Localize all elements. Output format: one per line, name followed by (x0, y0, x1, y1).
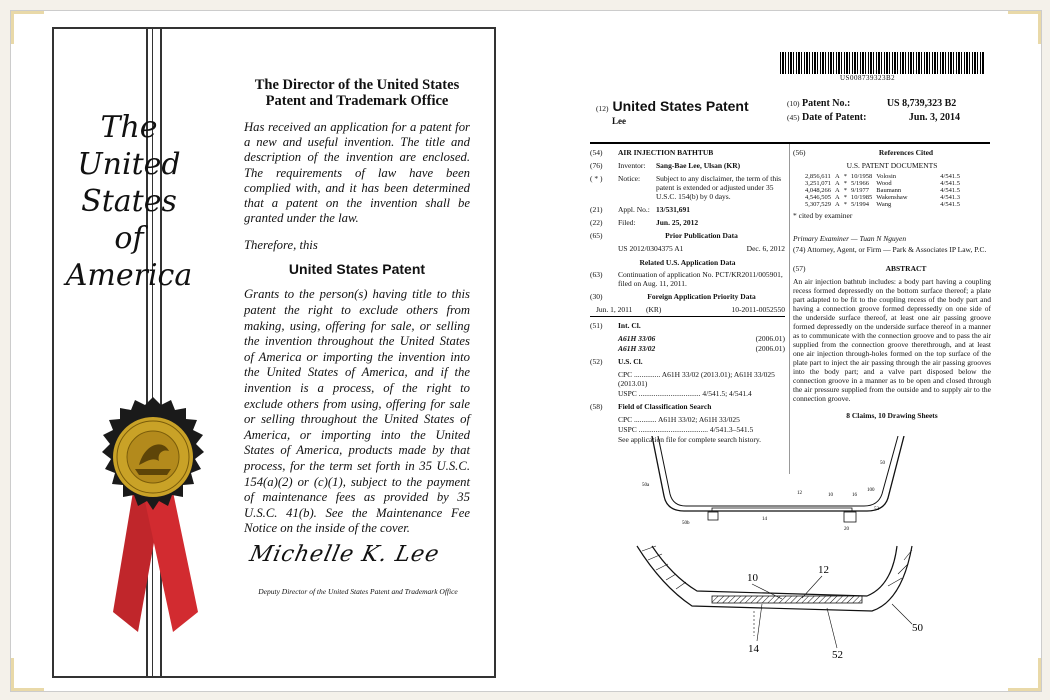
field-uspc: USPC ..................................... 4/541.3–541.5 (618, 425, 754, 434)
int-class-date: (2006.01) (755, 334, 785, 343)
cpc-classification: CPC .............. A61H 33/02 (2013.01); A61H 33/025 (2013.01) (618, 370, 775, 388)
reference-cell: A (835, 187, 840, 194)
patent-date-line (787, 112, 960, 123)
reference-row (803, 180, 962, 187)
reference-cell: 4/541.3 (940, 194, 960, 201)
drawing-label: 16 (852, 493, 857, 498)
frame-corner (11, 658, 44, 691)
drawing-label: 50a (642, 483, 650, 488)
drawing-label: 52 (832, 649, 843, 661)
patent-date-label: Date of Patent: (802, 112, 867, 123)
section-heading: Related U.S. Application Data (639, 258, 736, 267)
reference-cell: 4/541.5 (940, 187, 960, 194)
inid-code: (10) (787, 99, 800, 108)
reference-cell: A (835, 173, 840, 180)
reference-cell: 4/541.5 (940, 180, 960, 187)
inid-code: (57) (793, 264, 806, 273)
reference-cell: 5,307,529 (805, 201, 831, 208)
inid-code: (52) (590, 357, 603, 366)
drawing-label: 12 (797, 491, 802, 496)
reference-row (803, 187, 962, 194)
gold-seal-with-ribbon (88, 397, 218, 637)
reference-cell: * (843, 187, 847, 194)
reference-cell: 9/1977 (850, 187, 870, 194)
drawing-label: 52 (874, 507, 879, 512)
reference-cell: * (843, 201, 847, 208)
int-class: A61H 33/06 (618, 334, 656, 343)
patent-number: US 8,739,323 B2 (886, 98, 957, 109)
drawing-label: 50 (912, 622, 923, 634)
reference-cell: 10/1985 (850, 194, 873, 201)
field-label: Appl. No.: (618, 205, 650, 214)
references-abstract-column (793, 148, 991, 420)
reference-row (803, 194, 962, 201)
examiner: Primary Examiner — Tuan N Nguyen (793, 234, 907, 243)
certificate-grant-text: Grants to the person(s) having title to this patent the right to exclude others from making, using, offering for sale, or selling the invention throughout the United States of America or importing the invention into the United States of America, and if the invention is a process, of the right to exclude others from using, offering for sale or selling throughout the United States of America, or importing into the United States of America, products made by that process, for the term set forth in 35 U.S.C. 154(a)(2) or (c)(1), subject to the payment of maintenance fees as provided by 35 U.S.C. 41(b). See the Maintenance Fee Notice on the inside of the cover. (244, 287, 470, 536)
inid-code: (54) (590, 148, 603, 157)
inid-code: (51) (590, 321, 603, 330)
filed-date: Jun. 25, 2012 (656, 218, 699, 227)
drawing-label: 10 (747, 572, 758, 584)
reference-cell: 4,048,266 (805, 187, 831, 194)
reference-cell: 4/541.5 (940, 173, 960, 180)
certificate-therefore: Therefore, this (244, 238, 318, 253)
reference-cell: 10/1958 (850, 173, 873, 180)
frame-corner (1008, 658, 1041, 691)
foreign-country: (KR) (646, 305, 662, 314)
reference-cell: 2,856,611 (805, 173, 831, 180)
title-word: States (81, 184, 177, 219)
claims-count: 8 Claims, 10 Drawing Sheets (846, 411, 938, 420)
field-label: Notice: (618, 174, 641, 183)
drawing-label: 20 (844, 527, 849, 532)
uspc-classification: USPC ................................. 4/541.5; 4/541.4 (618, 389, 752, 398)
drawing-label: 10 (828, 493, 833, 498)
application-number: 13/531,691 (656, 205, 690, 214)
reference-cell: A (835, 194, 840, 201)
reference-cell: * (843, 194, 847, 201)
drawing-label: 50 (880, 461, 885, 466)
director-heading: The Director of the United States Patent and Trademark Office (254, 77, 460, 109)
inid-code: (12) (596, 104, 609, 113)
section-heading: U.S. PATENT DOCUMENTS (846, 161, 938, 170)
drawing-label: 100 (867, 488, 875, 493)
prior-publication: US 2012/0304375 A1 (618, 244, 684, 253)
reference-cell: 4/541.5 (940, 201, 960, 208)
signature-caption: Deputy Director of the United States Patent and Trademark Office (258, 587, 458, 596)
foreign-priority-date: Jun. 1, 2011 (596, 305, 633, 314)
abstract-text: An air injection bathtub includes: a body part having a coupling recess formed depressedly on the bottom surface thereof; a plate part adapted to be fit to the coupling recess of the body part and having a connection groove formed depressedly on one side of the underside surface thereof, at least one air passing groove formed depressedly on the underside surface thereof in a manner as to communicate with the connection groove and to pass the air supplied from the connection groove therethrough, and at least one air injection through-holes formed on the top surface of the plate part to inject the air passing through the air passing grooves into the body part; and a valve part disposed below the connection groove in a manner as to be open and closed through the air pressure supplied from the outside and to supply air to the connection groove. (793, 277, 991, 403)
patent-type: United States Patent (612, 98, 749, 114)
title-word: of (114, 221, 144, 256)
reference-cell: 3,251,071 (805, 180, 831, 187)
section-heading: ABSTRACT (885, 264, 927, 273)
prior-publication-date: Dec. 6, 2012 (746, 244, 785, 253)
drawing-label: 50b (682, 521, 690, 526)
inid-code: (65) (590, 231, 603, 240)
search-history-note: See application file for complete search history. (618, 435, 762, 444)
field-label: Filed: (618, 218, 636, 227)
reference-cell: 5/1994 (850, 201, 870, 208)
patent-certificate (52, 27, 496, 678)
frame-corner (1008, 11, 1041, 44)
inventor-surname: Lee (612, 116, 626, 126)
cited-note: * cited by examiner (793, 211, 853, 220)
notice: Subject to any disclaimer, the term of this patent is extended or adjusted under 35 U.S.C. 154(b) by 0 days. (656, 174, 782, 201)
title-word: United (77, 147, 181, 182)
patent-header (590, 98, 990, 144)
reference-cell: Wood (876, 180, 892, 187)
section-heading: Prior Publication Data (665, 231, 738, 240)
inid-code: ( * ) (590, 174, 603, 183)
title-word: America (65, 258, 193, 293)
inid-code: (30) (590, 292, 603, 301)
bibliographic-column (590, 148, 785, 448)
field-label: U.S. Cl. (618, 357, 643, 366)
inid-code: (63) (590, 270, 603, 279)
field-label: Field of Classification Search (618, 402, 712, 411)
drawing-label: 14 (762, 517, 767, 522)
certificate-patent-heading: United States Patent (288, 261, 426, 278)
field-cpc: CPC ............ A61H 33/02; A61H 33/025 (618, 415, 740, 424)
reference-cell: 4,546,505 (805, 194, 831, 201)
reference-row (803, 201, 962, 208)
section-heading: References Cited (878, 148, 934, 157)
patent-title (596, 98, 749, 114)
reference-cell: A (835, 180, 840, 187)
patent-number-line (787, 98, 956, 109)
bathtub-drawing (612, 436, 992, 681)
patent-date: Jun. 3, 2014 (908, 112, 961, 123)
director-signature: Michelle K. Lee (247, 542, 442, 567)
int-class: A61H 33/02 (618, 344, 656, 353)
title-word: The (100, 110, 158, 145)
reference-cell: Volosin (876, 173, 897, 180)
inid-code: (21) (590, 205, 603, 214)
reference-cell: Wang (876, 201, 892, 208)
certificate-intro: Has received an application for a patent for a new and useful invention. The title and description of the invention are enclosed. The requirements of law have been complied with, and it has been determined that a patent on the invention shall be granted under the law. (244, 120, 470, 226)
references-table (803, 173, 962, 208)
reference-cell: * (843, 180, 847, 187)
int-class-date: (2006.01) (755, 344, 785, 353)
attorney: (74) Attorney, Agent, or Firm — Park & Associates IP Law, P.C. (793, 245, 987, 254)
reference-cell: Wakenshaw (876, 194, 908, 201)
inid-code: (56) (793, 148, 806, 157)
certificate-country-title (54, 109, 204, 294)
reference-cell: * (843, 173, 847, 180)
frame-corner (11, 11, 44, 44)
drawing-label: 14 (748, 643, 759, 655)
patent-number-label: Patent No.: (802, 98, 851, 109)
certificate-body (244, 77, 470, 537)
barcode (780, 52, 985, 74)
inid-code: (58) (590, 402, 603, 411)
reference-row (803, 173, 962, 180)
column-divider (789, 144, 790, 474)
section-heading: Foreign Application Priority Data (647, 292, 756, 301)
field-label: Int. Cl. (618, 321, 641, 330)
inid-code: (22) (590, 218, 603, 227)
patent-drawings (612, 436, 992, 681)
barcode-number: US008739323B2 (840, 74, 896, 82)
inventor: Sang-Bae Lee, Ulsan (KR) (656, 161, 741, 170)
inid-code: (45) (787, 113, 800, 122)
field-label: Inventor: (618, 161, 646, 170)
drawing-label: 12 (818, 564, 829, 576)
reference-cell: 5/1966 (850, 180, 870, 187)
continuation: Continuation of application No. PCT/KR2011/005901, filed on Aug. 11, 2011. (618, 270, 783, 288)
invention-title: AIR INJECTION BATHTUB (618, 148, 714, 157)
foreign-application-number: 10-2011-0052550 (731, 305, 785, 314)
reference-cell: A (835, 201, 840, 208)
inid-code: (76) (590, 161, 603, 170)
reference-cell: Baumann (876, 187, 902, 194)
